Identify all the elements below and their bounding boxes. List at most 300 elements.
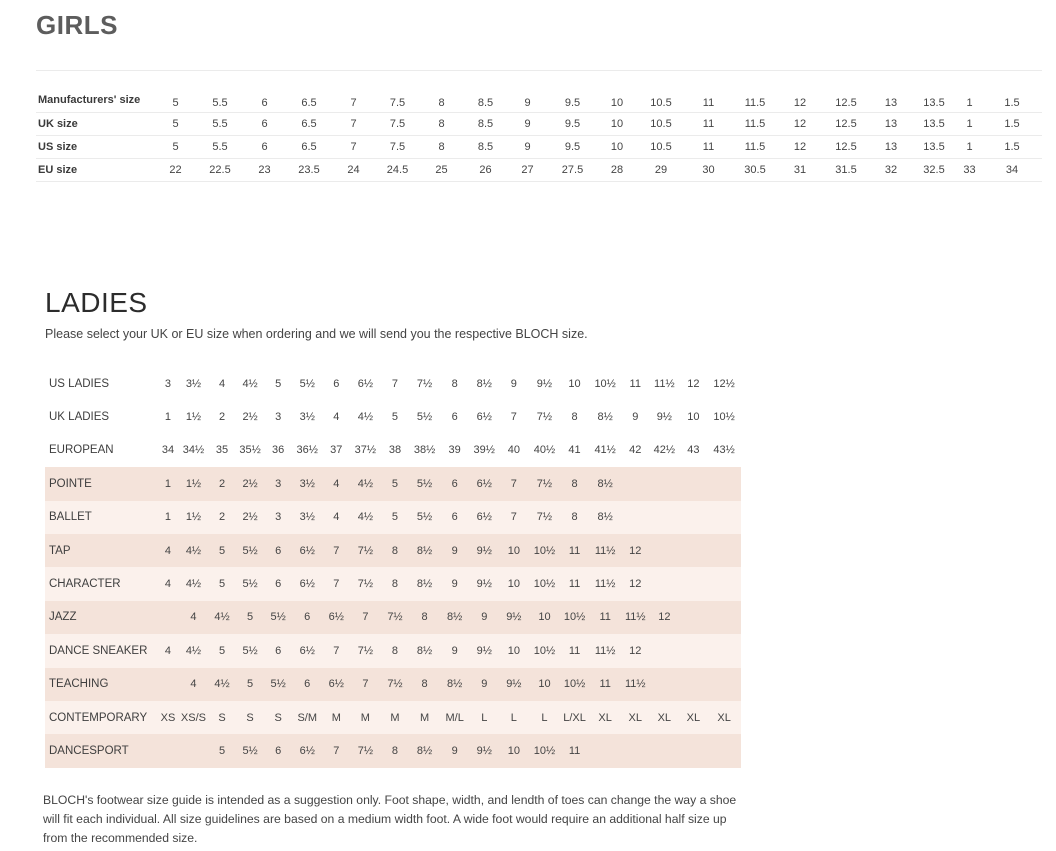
size-cell: 6½	[469, 501, 499, 534]
row-label: POINTE	[45, 467, 157, 500]
size-cell: 40	[507, 444, 520, 457]
row-label: TAP	[45, 534, 157, 567]
size-cell: 10.5	[636, 113, 686, 136]
size-cell: 8	[560, 467, 589, 500]
size-cell: 7	[332, 136, 375, 159]
size-cell: 6	[243, 113, 286, 136]
size-cell: 6½	[323, 601, 351, 634]
size-cell	[707, 534, 741, 567]
size-cell: 39½	[473, 444, 495, 457]
size-cell: 9.5	[547, 113, 598, 136]
size-cell: 10	[499, 734, 529, 767]
size-cell: 13.5	[911, 71, 957, 113]
size-cell: 7	[510, 411, 517, 424]
row-label: EU size	[36, 159, 154, 182]
size-cell: 7½	[381, 601, 410, 634]
size-cell: 4	[333, 411, 340, 424]
size-cell: 8	[571, 411, 578, 424]
ladies-row	[45, 501, 741, 534]
size-cell: 7½	[350, 534, 381, 567]
size-cell: M	[323, 701, 351, 734]
size-cell: 5	[275, 377, 282, 390]
size-cell: 4½	[357, 411, 374, 424]
size-cell: 8	[381, 634, 410, 667]
ladies-row	[45, 367, 741, 400]
size-cell: 2	[218, 411, 226, 424]
size-cell	[649, 467, 680, 500]
size-cell: 3	[164, 377, 172, 390]
size-guide-disclaimer: BLOCH's footwear size guide is intended as a suggestion only. Foot shape, width, and lendth of toes can change the way a shoe will fit each individual. All size guidelines are based on a medium width foot. A wide foot would require an additional half size up from the recommended size.	[43, 793, 737, 845]
size-cell	[707, 601, 741, 634]
size-cell: 5	[154, 113, 197, 136]
size-cell	[621, 501, 649, 534]
size-cell: 1	[957, 136, 982, 159]
size-cell: 6.5	[286, 71, 332, 113]
size-cell: 9	[440, 567, 470, 600]
size-cell: 6.5	[286, 136, 332, 159]
size-cell: 2½	[236, 467, 265, 500]
size-cell: L	[469, 701, 499, 734]
size-cell: 42½	[653, 444, 676, 457]
size-cell: 5½	[409, 467, 440, 500]
size-cell: 10	[499, 534, 529, 567]
size-cell: 1	[164, 411, 172, 424]
size-cell: 10	[529, 601, 561, 634]
size-cell: 2½	[236, 501, 265, 534]
size-cell: L/XL	[560, 701, 589, 734]
size-cell: 6½	[292, 734, 323, 767]
size-cell: 8½	[597, 411, 613, 424]
size-cell	[680, 501, 708, 534]
size-cell: 9	[440, 634, 470, 667]
size-cell: 12.5	[821, 113, 871, 136]
size-cell: M	[350, 701, 381, 734]
size-cell	[649, 668, 680, 701]
size-cell: 6	[440, 467, 470, 500]
size-cell	[589, 734, 622, 767]
size-cell	[649, 534, 680, 567]
size-cell: S	[264, 701, 292, 734]
ladies-row	[45, 701, 741, 734]
size-cell: 8½	[409, 634, 440, 667]
size-cell: 6	[264, 634, 292, 667]
size-cell: 7	[391, 377, 399, 390]
size-cell: 9½	[536, 377, 553, 390]
size-cell: 6½	[292, 567, 323, 600]
size-cell	[649, 634, 680, 667]
size-cell: 10½	[529, 567, 561, 600]
size-cell: 6	[264, 734, 292, 767]
row-label: BALLET	[45, 501, 157, 534]
size-cell: 7½	[536, 411, 553, 424]
size-cell: 9	[440, 734, 470, 767]
ladies-row	[45, 734, 741, 767]
size-cell: 34½	[182, 444, 205, 457]
size-cell: 13.5	[911, 113, 957, 136]
size-cell: 10	[499, 634, 529, 667]
size-cell: 30.5	[731, 159, 779, 182]
size-cell: 11	[686, 136, 731, 159]
size-cell: 7½	[350, 634, 381, 667]
size-cell: 38½	[413, 444, 436, 457]
size-cell: 27	[508, 159, 547, 182]
size-cell: 9	[469, 601, 499, 634]
size-cell	[680, 567, 708, 600]
size-cell: 11½	[589, 634, 622, 667]
size-cell: 6½	[323, 668, 351, 701]
girls-row	[36, 113, 1042, 136]
size-cell: 9½	[499, 668, 529, 701]
size-cell: S/M	[292, 701, 323, 734]
ladies-row	[45, 467, 741, 500]
size-cell: 9	[440, 534, 470, 567]
size-cell: 11	[560, 534, 589, 567]
size-cell: 11	[560, 634, 589, 667]
size-cell: 12	[621, 567, 649, 600]
size-cell: 10½	[529, 734, 561, 767]
size-cell	[680, 734, 708, 767]
girls-title: GIRLS	[36, 10, 118, 40]
size-cell: 36½	[296, 444, 318, 457]
size-cell: 7.5	[375, 136, 420, 159]
size-cell: 6½	[292, 634, 323, 667]
size-cell: 11½	[621, 601, 649, 634]
size-cell	[680, 634, 708, 667]
size-cell: 8½	[440, 668, 470, 701]
size-cell: 11	[686, 71, 731, 113]
size-cell	[680, 467, 708, 500]
size-cell: 4	[179, 668, 209, 701]
size-cell: 8	[560, 501, 589, 534]
size-cell: 11.5	[731, 113, 779, 136]
size-cell: 5	[208, 567, 236, 600]
size-cell: 10½	[560, 668, 589, 701]
size-cell: 5	[381, 501, 410, 534]
size-cell	[649, 501, 680, 534]
size-cell: 7	[350, 601, 381, 634]
girls-size-table	[36, 70, 1042, 182]
size-cell: 7½	[350, 567, 381, 600]
size-cell: 5½	[236, 534, 265, 567]
size-cell: 26	[463, 159, 508, 182]
size-cell: 6	[243, 71, 286, 113]
size-cell: XL	[621, 701, 649, 734]
size-cell: 7	[499, 501, 529, 534]
size-cell: M/L	[440, 701, 470, 734]
size-cell: 5	[154, 71, 197, 113]
size-cell: 7½	[529, 467, 561, 500]
size-cell: 9	[508, 113, 547, 136]
size-cell: 8½	[440, 601, 470, 634]
size-cell: 4½	[350, 501, 381, 534]
size-cell: 11	[589, 601, 622, 634]
size-cell: 9½	[499, 601, 529, 634]
size-cell: 6	[264, 567, 292, 600]
ladies-note: Please select your UK or EU size when ordering and we will send you the respective BLOCH size.	[45, 327, 588, 341]
size-cell: 10.5	[636, 136, 686, 159]
ladies-size-table	[45, 367, 741, 768]
size-cell: 4½	[350, 467, 381, 500]
size-cell: 9.5	[547, 71, 598, 113]
size-cell: 2	[208, 501, 236, 534]
size-cell: 7	[323, 534, 351, 567]
ladies-row	[45, 534, 741, 567]
size-cell: 1	[957, 113, 982, 136]
size-cell: 11.5	[731, 71, 779, 113]
size-cell: 11½	[621, 668, 649, 701]
size-cell: 23	[243, 159, 286, 182]
size-cell	[179, 734, 209, 767]
size-cell: 5½	[264, 668, 292, 701]
size-cell: 33	[957, 159, 982, 182]
size-cell: 7	[332, 71, 375, 113]
size-cell: 9½	[656, 411, 672, 424]
size-cell: 8	[420, 113, 463, 136]
size-cell: 5½	[236, 567, 265, 600]
size-cell: 7½	[350, 734, 381, 767]
row-label: Manufacturers' size	[36, 71, 154, 113]
size-cell: 1.5	[982, 136, 1042, 159]
size-cell: 7.5	[375, 113, 420, 136]
size-cell: 13	[871, 71, 911, 113]
size-cell	[707, 567, 741, 600]
size-cell: 12	[687, 377, 700, 390]
ladies-row	[45, 434, 741, 467]
size-cell	[649, 734, 680, 767]
size-cell: 11	[589, 668, 622, 701]
size-cell: L	[499, 701, 529, 734]
size-cell: M	[381, 701, 410, 734]
size-cell: 29	[636, 159, 686, 182]
size-cell: 12½	[713, 377, 735, 390]
size-cell: 5	[208, 734, 236, 767]
size-cell: 8½	[409, 534, 440, 567]
size-cell: 10	[529, 668, 561, 701]
girls-row	[36, 136, 1042, 159]
row-label: EUROPEAN	[49, 444, 114, 457]
size-cell: 5	[208, 534, 236, 567]
size-cell: 6½	[469, 467, 499, 500]
size-cell: 12	[621, 534, 649, 567]
size-cell	[707, 501, 741, 534]
size-cell: 6½	[476, 411, 492, 424]
size-cell: 12	[779, 136, 821, 159]
size-cell: 10½	[713, 411, 735, 424]
size-cell: 5½	[416, 411, 433, 424]
size-cell: 10½	[560, 601, 589, 634]
size-cell: 9	[508, 136, 547, 159]
size-cell: 5.5	[197, 136, 243, 159]
size-cell: 31	[779, 159, 821, 182]
size-cell: 8	[420, 136, 463, 159]
size-cell: 10	[499, 567, 529, 600]
size-cell: 6	[264, 534, 292, 567]
size-cell: L	[529, 701, 561, 734]
size-cell: 9	[469, 668, 499, 701]
size-cell: 6.5	[286, 113, 332, 136]
size-cell: 12	[649, 601, 680, 634]
size-cell: 8	[409, 668, 440, 701]
size-cell: 7.5	[375, 71, 420, 113]
size-cell: 11½	[589, 567, 622, 600]
size-cell: 4½	[208, 668, 236, 701]
size-cell: 1	[157, 467, 178, 500]
ladies-row	[45, 567, 741, 600]
size-cell: 5½	[299, 377, 315, 390]
size-cell	[621, 734, 649, 767]
ladies-row	[45, 601, 741, 634]
size-cell: 8.5	[463, 71, 508, 113]
size-cell: 11	[686, 113, 731, 136]
size-cell: 42	[629, 444, 642, 457]
size-cell	[157, 601, 178, 634]
size-cell: 3	[275, 411, 282, 424]
size-cell: 10	[598, 113, 636, 136]
size-cell	[707, 668, 741, 701]
size-cell: 31.5	[821, 159, 871, 182]
size-cell: 9	[632, 411, 639, 424]
size-cell: 7	[323, 734, 351, 767]
size-cell: 5½	[409, 501, 440, 534]
girls-row	[36, 159, 1042, 182]
size-cell: 9.5	[547, 136, 598, 159]
row-label: DANCE SNEAKER	[45, 634, 157, 667]
size-cell: 40½	[533, 444, 556, 457]
size-cell: 6	[292, 668, 323, 701]
row-label: CONTEMPORARY	[45, 701, 157, 734]
size-cell: 1	[157, 501, 178, 534]
row-label: US size	[36, 136, 154, 159]
size-cell: 7	[350, 668, 381, 701]
size-cell: 8	[381, 534, 410, 567]
size-cell: 41	[568, 444, 581, 457]
size-cell: 11	[560, 567, 589, 600]
size-cell: 2	[208, 467, 236, 500]
size-cell: 11.5	[731, 136, 779, 159]
size-cell: 36	[272, 444, 285, 457]
size-cell: 6	[243, 136, 286, 159]
size-cell: 9½	[469, 734, 499, 767]
size-cell: 34	[161, 444, 175, 457]
size-cell: 7	[323, 567, 351, 600]
size-cell: 37	[330, 444, 343, 457]
size-cell: 25	[420, 159, 463, 182]
size-cell: 10½	[529, 534, 561, 567]
size-cell: 27.5	[547, 159, 598, 182]
size-cell: 6	[440, 501, 470, 534]
size-cell: 10.5	[636, 71, 686, 113]
size-cell: 32	[871, 159, 911, 182]
size-cell	[707, 634, 741, 667]
size-cell: 11½	[654, 377, 675, 390]
size-cell: XL	[707, 701, 741, 734]
size-cell: 7½	[381, 668, 410, 701]
size-cell: 8	[381, 734, 410, 767]
size-cell: 8	[409, 601, 440, 634]
size-cell	[707, 467, 741, 500]
size-cell: 12	[779, 113, 821, 136]
size-cell	[157, 668, 178, 701]
size-cell: 9	[510, 377, 517, 390]
size-cell: 9	[508, 71, 547, 113]
row-label: US LADIES	[49, 377, 110, 390]
size-cell: 8½	[409, 734, 440, 767]
size-cell: 5	[236, 601, 265, 634]
size-cell: 7	[323, 634, 351, 667]
size-cell: 3½	[292, 467, 323, 500]
size-cell: 10	[598, 71, 636, 113]
size-cell: 5½	[236, 734, 265, 767]
ladies-row	[45, 400, 741, 433]
size-cell: 30	[686, 159, 731, 182]
girls-row	[36, 71, 1042, 113]
size-cell: 22	[154, 159, 197, 182]
size-cell: 8	[420, 71, 463, 113]
row-label: JAZZ	[45, 601, 157, 634]
size-cell: 8	[381, 567, 410, 600]
size-cell: 4	[323, 467, 351, 500]
size-cell: 1.5	[982, 113, 1042, 136]
size-cell: 4½	[179, 567, 209, 600]
size-cell: 10	[598, 136, 636, 159]
size-cell: 8½	[476, 377, 492, 390]
size-cell	[649, 567, 680, 600]
ladies-title: LADIES	[45, 287, 148, 318]
size-cell	[680, 668, 708, 701]
size-cell: XL	[680, 701, 708, 734]
size-cell: 4	[157, 634, 178, 667]
size-cell: 6	[451, 411, 458, 424]
size-cell	[680, 601, 708, 634]
size-cell: 24	[332, 159, 375, 182]
size-cell: 6	[292, 601, 323, 634]
size-cell: 3½	[292, 501, 323, 534]
size-cell: M	[409, 701, 440, 734]
size-cell: XS/S	[179, 701, 209, 734]
row-label: UK LADIES	[49, 411, 110, 424]
row-label: CHARACTER	[45, 567, 157, 600]
size-cell: 39	[448, 444, 461, 457]
ladies-row	[45, 668, 741, 701]
size-cell: 5	[391, 411, 399, 424]
size-cell: 6½	[357, 377, 374, 390]
size-cell: 2½	[242, 411, 258, 424]
size-cell: 37½	[354, 444, 377, 457]
size-cell: 9½	[469, 534, 499, 567]
size-cell: 5½	[236, 634, 265, 667]
size-cell: 4	[323, 501, 351, 534]
size-cell: 3½	[299, 411, 315, 424]
size-cell: 8½	[409, 567, 440, 600]
size-cell: 13	[871, 136, 911, 159]
size-cell: 7½	[529, 501, 561, 534]
size-cell: 4½	[179, 534, 209, 567]
size-cell: 9½	[469, 567, 499, 600]
size-cell: 6½	[292, 534, 323, 567]
size-cell: 23.5	[286, 159, 332, 182]
size-cell: XL	[649, 701, 680, 734]
row-label: UK size	[36, 113, 154, 136]
size-cell: 11	[629, 377, 641, 390]
size-cell: XL	[589, 701, 622, 734]
size-cell: S	[236, 701, 265, 734]
size-cell: 5.5	[197, 113, 243, 136]
size-cell: 1½	[179, 467, 209, 500]
size-cell: 10	[568, 377, 581, 390]
size-cell: 4½	[179, 634, 209, 667]
size-cell: 13.5	[911, 136, 957, 159]
size-cell: 5½	[264, 601, 292, 634]
